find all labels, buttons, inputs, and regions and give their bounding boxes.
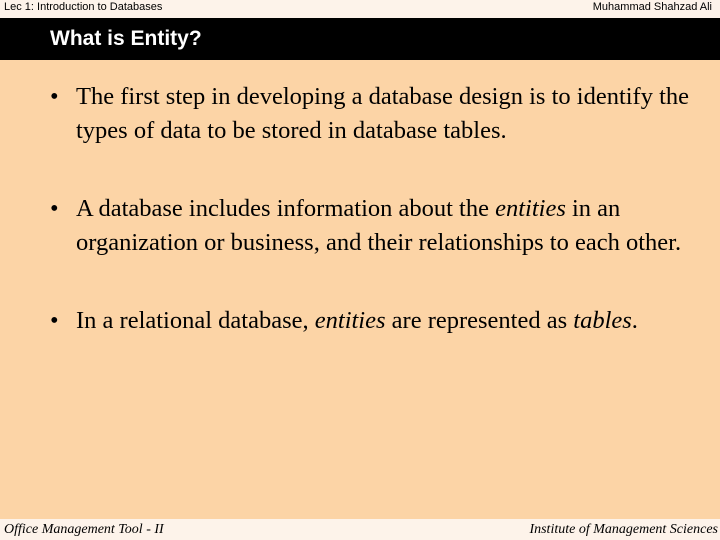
bullet-text: in an organization or business, and their relationships to each other. [76,195,682,256]
bullet-text: are represented as [385,307,574,334]
bullet-emphasis: entities [314,307,386,334]
slide-title: What is Entity? [50,27,202,50]
author-name: Muhammad Shahzad Ali [592,1,712,13]
course-name: Office Management Tool - II [4,522,164,537]
bullet-emphasis: tables [573,307,632,334]
bullet-icon: • [50,195,59,222]
bullet-list [50,80,690,382]
bullet-text: . [631,307,638,334]
title-bar [0,18,720,60]
institute-name: Institute of Management Sciences [529,522,718,537]
bullet-item [50,304,690,338]
lecture-title: Lec 1: Introduction to Databases [4,1,163,13]
bullet-icon: • [50,83,59,110]
header-bar [0,0,720,18]
bullet-item [50,80,690,148]
bullet-emphasis: entities [495,195,566,222]
bullet-item [50,192,690,260]
bullet-text: In a relational database, [76,307,315,334]
bullet-text: A database includes information about the [76,195,496,222]
bullet-text: The first step in developing a database design is to identify the types of data to be stored in database tables. [76,83,690,144]
bullet-icon: • [50,307,59,334]
footer-bar [0,519,720,540]
